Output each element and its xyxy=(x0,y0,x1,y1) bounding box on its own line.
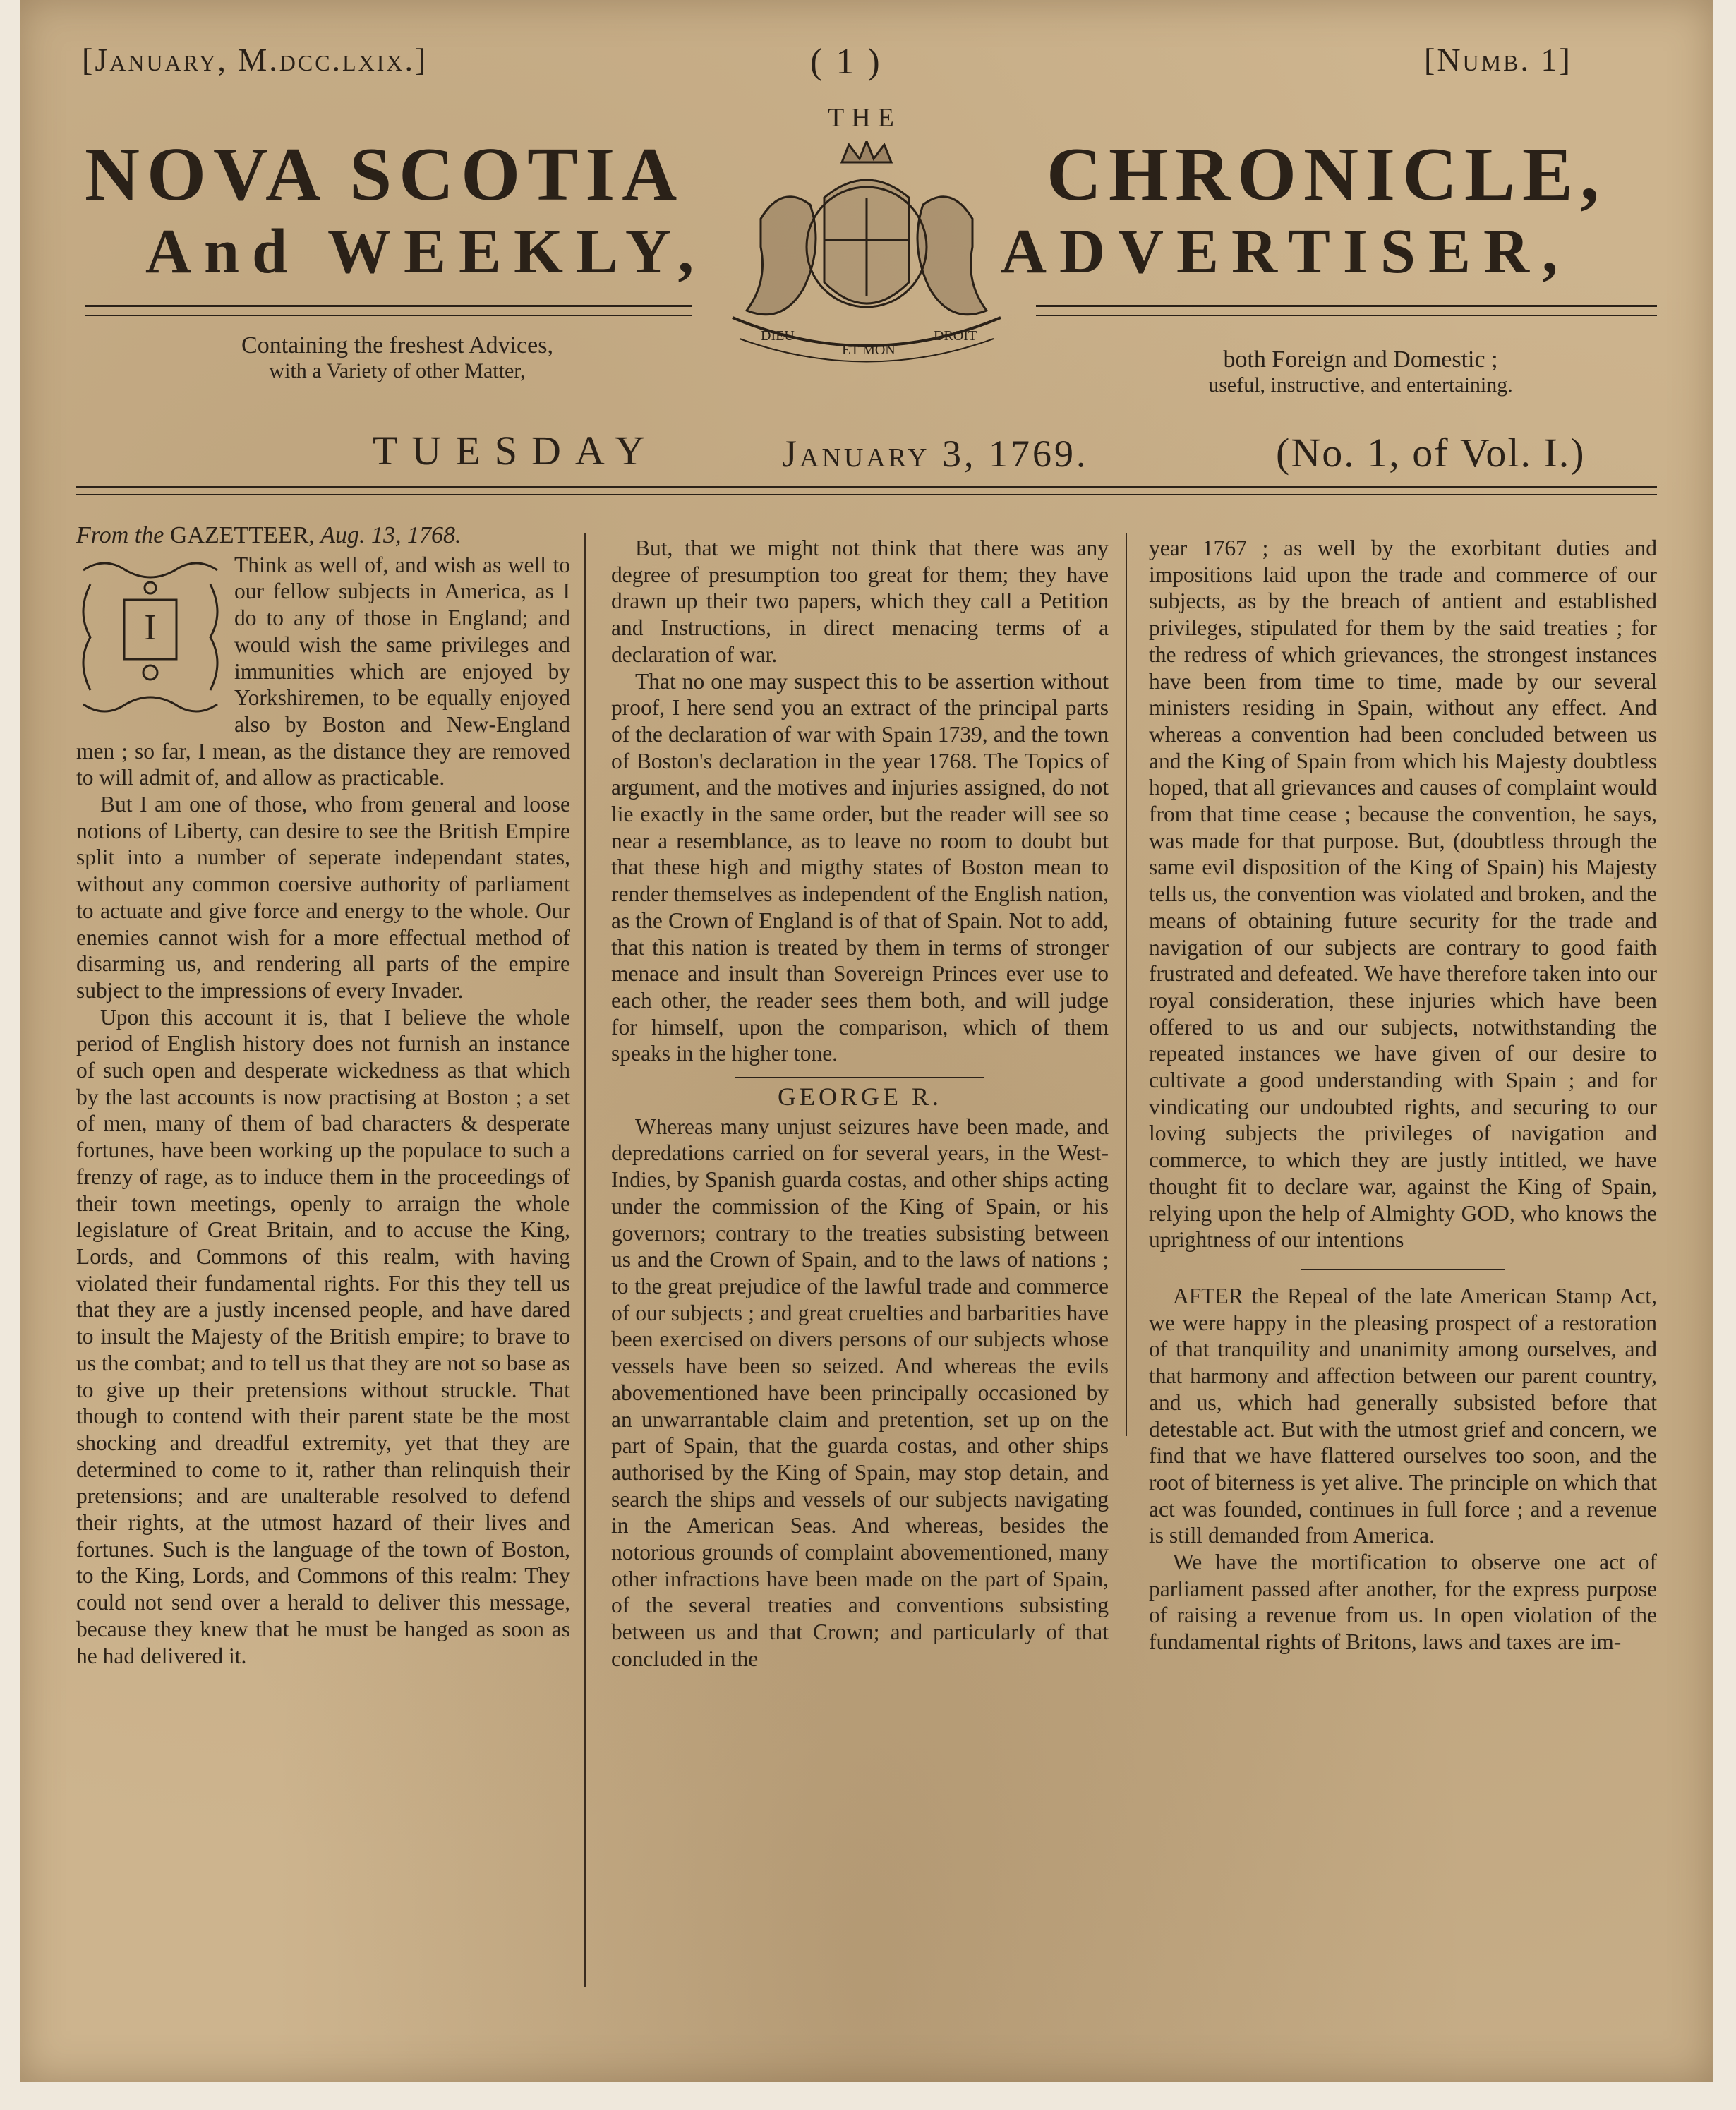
column-1-paragraph-2: But I am one of those, who from general and loose notions of Liberty, can desire to see the British Empire split into a number of seperate independant states, without any common coersive authority of parliament to actuate and give force and energy to the whole. Our enemies cannot wish for a more effectual method of disarming us, and rendering all parts of the empire subject to the impressions of every Invader. xyxy=(76,792,570,1003)
newspaper-page xyxy=(20,0,1713,2082)
tagline-right-1: both Foreign and Domestic ; xyxy=(1223,346,1498,373)
column-3-paragraph-2: AFTER the Repeal of the late American Stamp Act, we were happy in the pleasing prospect of a restoration of that tranquility and unanimity among ourselves, and that harmony and affection between our parent country, and us, which had generally subsisted before that detestable act. But with the utmost grief and concern, we find that we have flattered ourselves too soon, and the root of biterness is yet alive. The principle on which that act was founded, continues in full force ; and a revenue is still demanded from America. xyxy=(1149,1283,1657,1548)
motto-right: DROIT xyxy=(934,328,977,344)
column-1-paragraph-3: Upon this account it is, that I believe the whole period of English history does not furnish an instance of such open and desperate wickedness as that which by the last accounts is now practising at Boston ; a set of men, many of them of bad characters & desperate fortunes, have been working up the populace to such a frenzy of rage, as to induce them in the proceedings of their town meetings, openly to arraign the whole legislature of Great Britain, and to accuse the King, Lords, and Commons of this realm, with having violated their fundamental rights. For this they tell us that they are a justly incensed people, and have dared to insult the Majesty of the British empire; to brave to us the combat; and to tell us that they are not so base as to give up their pretensions without struckle. That though to contend with their parent state be the most shocking and dreadful extremity, yet that they are determined to come to it, rather than relinquish their pretensions; and are unalterable resolved to defend their rights, at the utmost hazard of their lives and fortunes. Such is the language of the town of Boston, to the King, Lords, and Commons of this realm: They could not send over a herald to deliver this message, because they knew that he must be hanged as soon as he had delivered it. xyxy=(76,1004,570,1668)
dateline-rule-2 xyxy=(76,494,1657,495)
page-number: ( 1 ) xyxy=(810,42,882,82)
column-1-heading xyxy=(76,522,570,549)
article-column-1 xyxy=(76,522,570,1669)
royal-arms-emblem xyxy=(718,141,1015,374)
tagline-right xyxy=(1163,346,1558,398)
masthead-the: THE xyxy=(828,103,901,133)
column-2-paragraph-3: Whereas many unjust seizures have been made, and depredations carried on for several years, in the West-Indies, by Spanish guarda costas, and other ships acting under the commission of the King of Spain, or his governors; contrary to the treaties subsisting between us and the Crown of Spain, and to the laws of nations ; to the great prejudice of the lawful trade and commerce of our subjects ; and great cruelties and barbarities have been exercised on divers persons of our subjects whose vessels have been so seized. And whereas the evils abovementioned have been principally occasioned by an unwarrantable claim and pretention, set up on the part of Spain, that the guarda costas, and other ships authorised by the King of Spain, may stop detain, and search the ships and vessels of our subjects navigating in the American Seas. And whereas, besides the notorious grounds of complaint abovementioned, many other infractions have been made on the part of Spain, of the several treaties and conventions subsisting between us and that Crown; and particularly of that concluded in the xyxy=(611,1114,1109,1671)
title-left: NOVA SCOTIA xyxy=(85,133,685,217)
rule-right-1 xyxy=(1036,305,1657,307)
article-column-3 xyxy=(1149,535,1657,1656)
drop-cap-ornament xyxy=(76,556,224,718)
george-r-heading: GEORGE R. xyxy=(778,1083,942,1111)
rule-left-2 xyxy=(85,315,692,316)
tagline-left-2: with a Variety of other Matter, xyxy=(269,359,526,383)
heading-name: GAZETTEER, xyxy=(169,522,315,548)
tagline-left xyxy=(186,332,609,384)
dateline-day: TUESDAY xyxy=(373,428,659,474)
section-divider-2 xyxy=(1301,1269,1505,1270)
article-column-2 xyxy=(611,535,1109,1672)
column-1-paragraph-1: Think as well of, and wish as well to our fellow subjects in America, as I do to any of those in England; and would wish the same privileges and immunities which are enjoyed by Yorkshiremen, to be equally enjoyed also by Boston and New-England men ; so far, I mean, as the distance they are removed to will admit of, and allow as practicable. xyxy=(76,552,570,790)
subtitle-right: ADVERTISER, xyxy=(1001,217,1571,287)
section-divider xyxy=(735,1077,984,1078)
date-bracket: [January, M.dcc.lxix.] xyxy=(82,42,428,78)
tagline-right-2: useful, instructive, and entertaining. xyxy=(1208,373,1513,397)
motto-left: DIEU xyxy=(761,328,795,344)
heading-source: From the xyxy=(76,522,164,548)
dateline-rule-1 xyxy=(76,486,1657,488)
heading-date: Aug. 13, 1768. xyxy=(320,522,462,548)
rule-left-1 xyxy=(85,305,692,307)
tagline-left-1: Containing the freshest Advices, xyxy=(241,332,553,358)
motto-mid: ET MON xyxy=(842,342,896,358)
dateline-date: January 3, 1769. xyxy=(782,433,1089,475)
subtitle-left: And WEEKLY, xyxy=(145,217,707,287)
column-divider-2 xyxy=(1126,533,1127,1436)
column-2-paragraph-1: But, that we might not think that there was any degree of presumption too great for them; they have drawn up their two papers, which they call a Petition and Instructions, in direct menacing terms of a declaration of war. xyxy=(611,536,1109,667)
column-3-paragraph-3: We have the mortification to observe one act of parliament passed after another, for the express purpose of raising a revenue from us. In open violation of the fundamental rights of Britons, laws and taxes are im- xyxy=(1149,1550,1657,1655)
column-2-paragraph-2: That no one may suspect this to be assertion without proof, I here send you an extract of the principal parts of the declaration of war with Spain 1739, and the town of Boston's declaration in the year 1768. The Topics of argument, and the motives and injuries assigned, do not lie exactly in the same order, but the reader will see so near a resemblance, as to leave no room to doubt but that these high and migthy states of Boston mean to render themselves as independent of the English nation, as the Crown of England is of that of Spain. Not to add, that this nation is treated by them in terms of stronger menace and insult than Sovereign Princes ever use to each other, the reader sees them both, and will judge for himself, upon the comparison, which of them speaks in the higher tone. xyxy=(611,668,1109,1066)
drop-cap-letter: I xyxy=(144,607,157,648)
number-bracket: [Numb. 1] xyxy=(1424,42,1572,78)
column-divider-1 xyxy=(584,533,586,1987)
title-right: CHRONICLE, xyxy=(1047,133,1607,217)
rule-right-2 xyxy=(1036,315,1657,316)
issue-number: (No. 1, of Vol. I.) xyxy=(1276,430,1586,476)
column-3-paragraph-1: year 1767 ; as well by the exorbitant duties and impositions laid upon the trade and commerce of our subjects, as by the breach of antient and established privileges, stipulated for them by the said treaties ; for the redress of which grievances, the strongest instances have been from time to time, made by our several ministers residing in Spain, without any effect. And whereas a convention had been concluded between us and the King of Spain from which his Majesty doubtless hoped, that all grievances and causes of complaint would from that time cease ; because the convention, he says, was made for that purpose. But, (doubtless through the same evil disposition of the King of Spain) his Majesty tells us, the convention was violated and broken, and the means of obtaining future security for the trade and navigation of our subjects are contrary to good faith frustrated and defeated. We have therefore taken into our royal consideration, these injuries which have been offered to us and our subjects, notwithstanding the repeated instances we have given of our desire to cultivate a good understanding with Spain ; and for vindicating our undoubted rights, and securing to our loving subjects the privileges of navigation and commerce, to which they are justly intitled, we have thought fit to declare war, against the King of Spain, relying upon the help of Almighty GOD, who knows the uprightness of our intentions xyxy=(1149,536,1657,1253)
